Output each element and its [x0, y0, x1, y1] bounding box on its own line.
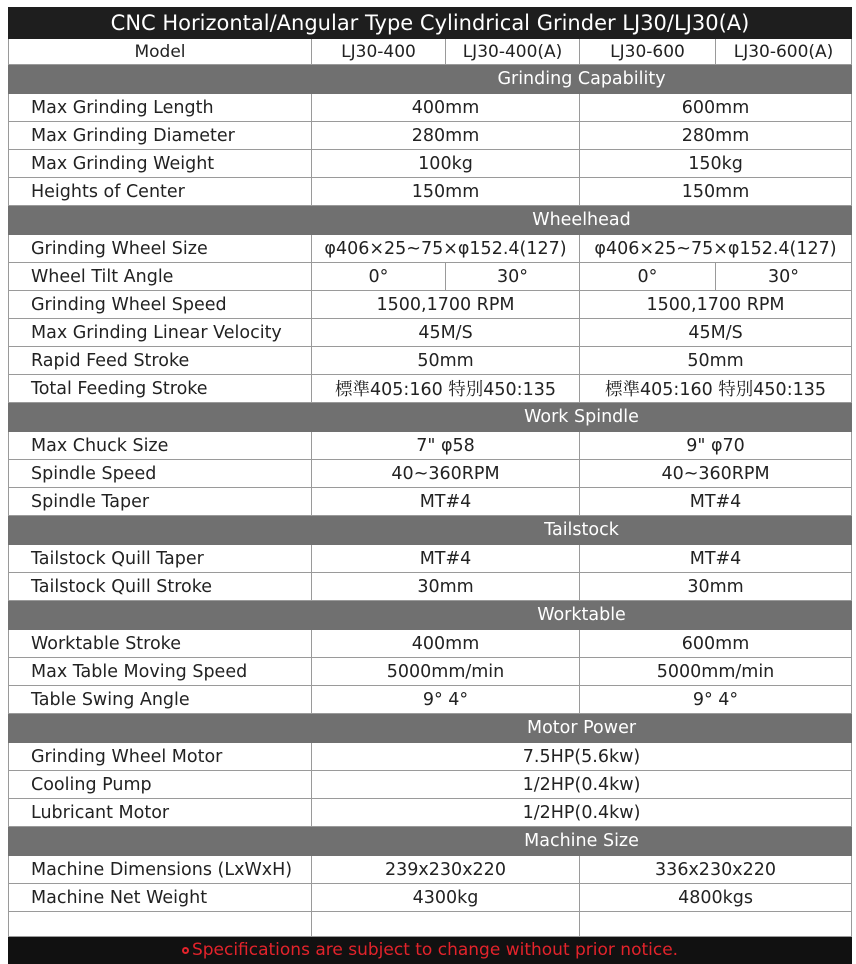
- value-all: 1/2HP(0.4kw): [312, 799, 852, 827]
- section-title: Motor Power: [312, 714, 852, 743]
- model-lj30-400: LJ30-400: [312, 39, 446, 65]
- row-label: Grinding Wheel Size: [9, 235, 312, 263]
- value-400: 5000mm/min: [312, 658, 580, 686]
- value-600: 5000mm/min: [580, 658, 852, 686]
- row-label: Heights of Center: [9, 178, 312, 206]
- section-title: Worktable: [312, 601, 852, 630]
- value-400: 239x230x220: [312, 856, 580, 884]
- value-600: 40~360RPM: [580, 460, 852, 488]
- row-label: Grinding Wheel Speed: [9, 291, 312, 319]
- value-400: 280mm: [312, 122, 580, 150]
- value-400: φ406×25~75×φ152.4(127): [312, 235, 580, 263]
- value-600: 9" φ70: [580, 432, 852, 460]
- value-600: 600mm: [580, 630, 852, 658]
- section-header-grinding: [9, 65, 852, 94]
- row-label: Tailstock Quill Stroke: [9, 573, 312, 601]
- section-title: Work Spindle: [312, 403, 852, 432]
- table-row: [9, 799, 852, 827]
- table-row: [9, 347, 852, 375]
- value-600: 50mm: [580, 347, 852, 375]
- value-400: MT#4: [312, 488, 580, 516]
- section-title: Tailstock: [312, 516, 852, 545]
- table-row: [9, 375, 852, 403]
- value-600: 336x230x220: [580, 856, 852, 884]
- row-label: Max Table Moving Speed: [9, 658, 312, 686]
- table-row: [9, 460, 852, 488]
- model-lj30-400a: LJ30-400(A): [446, 39, 580, 65]
- model-lj30-600a: LJ30-600(A): [716, 39, 852, 65]
- section-header-tailstock: [9, 516, 852, 545]
- value-600: 280mm: [580, 122, 852, 150]
- blank-row: [9, 912, 852, 937]
- value-400: 400mm: [312, 630, 580, 658]
- value-400: 150mm: [312, 178, 580, 206]
- value-600: MT#4: [580, 545, 852, 573]
- section-header-spindle: [9, 403, 852, 432]
- bullet-circle-icon: [182, 947, 189, 954]
- value-400: 100kg: [312, 150, 580, 178]
- row-label: Cooling Pump: [9, 771, 312, 799]
- row-label: Table Swing Angle: [9, 686, 312, 714]
- row-label: Max Grinding Length: [9, 94, 312, 122]
- table-row: [9, 488, 852, 516]
- row-label: Max Chuck Size: [9, 432, 312, 460]
- value-600: 9° 4°: [580, 686, 852, 714]
- table-row: [9, 235, 852, 263]
- value-400: 1500,1700 RPM: [312, 291, 580, 319]
- model-lj30-600: LJ30-600: [580, 39, 716, 65]
- notice-text: Specifications are subject to change without prior notice.: [191, 940, 679, 960]
- section-spacer: [9, 403, 312, 432]
- section-header-worktable: [9, 601, 852, 630]
- tilt-600: 0°: [580, 263, 716, 291]
- row-label: Rapid Feed Stroke: [9, 347, 312, 375]
- value-600: MT#4: [580, 488, 852, 516]
- table-row: [9, 686, 852, 714]
- table-row: [9, 658, 852, 686]
- row-label: Machine Dimensions (LxWxH): [9, 856, 312, 884]
- table-row: [9, 771, 852, 799]
- value-400: 400mm: [312, 94, 580, 122]
- row-label: Wheel Tilt Angle: [9, 263, 312, 291]
- blank-cell: [312, 912, 580, 937]
- value-400: 9° 4°: [312, 686, 580, 714]
- value-600: φ406×25~75×φ152.4(127): [580, 235, 852, 263]
- blank-cell: [580, 912, 852, 937]
- section-title: Machine Size: [312, 827, 852, 856]
- section-spacer: [9, 206, 312, 235]
- row-label: Max Grinding Linear Velocity: [9, 319, 312, 347]
- section-header-size: [9, 827, 852, 856]
- table-row: [9, 884, 852, 912]
- row-label: Worktable Stroke: [9, 630, 312, 658]
- value-400: 7" φ58: [312, 432, 580, 460]
- section-header-wheelhead: [9, 206, 852, 235]
- spec-table: [8, 7, 852, 964]
- table-row: [9, 150, 852, 178]
- footer-row: [9, 937, 852, 964]
- row-label: Lubricant Motor: [9, 799, 312, 827]
- section-spacer: [9, 516, 312, 545]
- value-400: 標準405:160 特別450:135: [312, 375, 580, 403]
- value-600: 標準405:160 特別450:135: [580, 375, 852, 403]
- footer-notice: [9, 937, 852, 964]
- row-label: Grinding Wheel Motor: [9, 743, 312, 771]
- table-row: [9, 573, 852, 601]
- value-600: 600mm: [580, 94, 852, 122]
- table-row: [9, 263, 852, 291]
- value-400: 30mm: [312, 573, 580, 601]
- row-label: Total Feeding Stroke: [9, 375, 312, 403]
- row-label: Max Grinding Weight: [9, 150, 312, 178]
- value-600: 4800kgs: [580, 884, 852, 912]
- tilt-400a: 30°: [446, 263, 580, 291]
- section-spacer: [9, 65, 312, 94]
- value-600: 1500,1700 RPM: [580, 291, 852, 319]
- tilt-600a: 30°: [716, 263, 852, 291]
- value-400: 4300kg: [312, 884, 580, 912]
- section-spacer: [9, 714, 312, 743]
- title-row: [9, 8, 852, 39]
- table-row: [9, 856, 852, 884]
- value-600: 150kg: [580, 150, 852, 178]
- value-all: 7.5HP(5.6kw): [312, 743, 852, 771]
- table-row: [9, 545, 852, 573]
- value-400: 45M/S: [312, 319, 580, 347]
- model-label: Model: [9, 39, 312, 65]
- section-title: Grinding Capability: [312, 65, 852, 94]
- section-spacer: [9, 827, 312, 856]
- row-label: Spindle Taper: [9, 488, 312, 516]
- section-header-motor: [9, 714, 852, 743]
- section-title: Wheelhead: [312, 206, 852, 235]
- table-row: [9, 630, 852, 658]
- model-row: [9, 39, 852, 65]
- table-title: CNC Horizontal/Angular Type Cylindrical Grinder LJ30/LJ30(A): [9, 8, 852, 39]
- row-label: Spindle Speed: [9, 460, 312, 488]
- tilt-400: 0°: [312, 263, 446, 291]
- row-label: Max Grinding Diameter: [9, 122, 312, 150]
- table-row: [9, 319, 852, 347]
- row-label: Machine Net Weight: [9, 884, 312, 912]
- table-row: [9, 122, 852, 150]
- value-600: 30mm: [580, 573, 852, 601]
- table-row: [9, 291, 852, 319]
- table-row: [9, 432, 852, 460]
- value-600: 150mm: [580, 178, 852, 206]
- table-row: [9, 178, 852, 206]
- value-400: 50mm: [312, 347, 580, 375]
- value-400: MT#4: [312, 545, 580, 573]
- blank-cell: [9, 912, 312, 937]
- value-600: 45M/S: [580, 319, 852, 347]
- table-row: [9, 743, 852, 771]
- section-spacer: [9, 601, 312, 630]
- value-400: 40~360RPM: [312, 460, 580, 488]
- table-row: [9, 94, 852, 122]
- value-all: 1/2HP(0.4kw): [312, 771, 852, 799]
- row-label: Tailstock Quill Taper: [9, 545, 312, 573]
